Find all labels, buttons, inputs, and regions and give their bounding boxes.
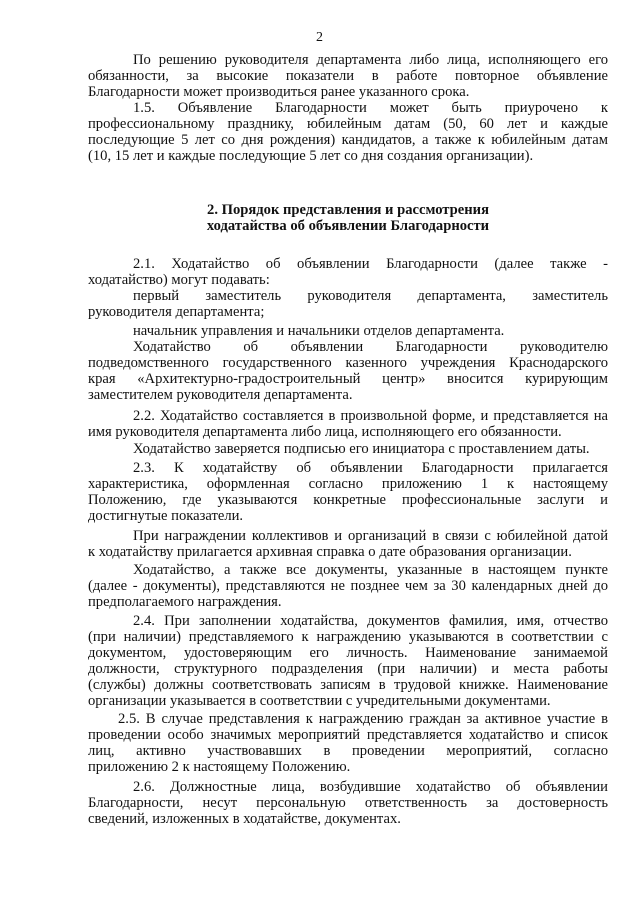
text-line: приложению 2 к настоящему Положению. — [88, 759, 351, 775]
text-line: Благодарности, несут персональную ответственность за достоверность — [88, 796, 608, 811]
page-number: 2 — [316, 30, 323, 45]
text-line: проведении особо значимых мероприятий представляется ходатайство и список — [88, 728, 608, 743]
text-line: ходатайство) могут подавать: — [88, 272, 270, 288]
text-line: 2.4. При заполнении ходатайства, документов фамилия, имя, отчество — [133, 614, 608, 629]
text-line: последующие 5 лет со дня рождения) кандидатов, а также к юбилейным датам — [88, 133, 608, 148]
text-line: 1.5. Объявление Благодарности может быть приурочено к — [133, 101, 608, 116]
text-line: руководителя департамента; — [88, 304, 265, 320]
text-line: 2.3. К ходатайству об объявлении Благодарности прилагается — [133, 461, 608, 476]
text-line: При награждении коллективов и организаций в связи с юбилейной датой — [133, 529, 608, 544]
text-line: Благодарности может производиться ранее указанного срока. — [88, 84, 470, 100]
text-line: заместителем руководителя департамента. — [88, 387, 353, 403]
text-line: края «Архитектурно-градостроительный центр» вносится курирующим — [88, 372, 608, 387]
section-heading-line: ходатайства об объявлении Благодарности — [206, 218, 490, 234]
text-line: должности, структурного подразделения (при наличии) и места работы — [88, 662, 608, 677]
text-line: к ходатайству прилагается архивная справка о дате образования организации. — [88, 544, 572, 560]
text-line: лиц, активно участвовавших в проведении мероприятий, согласно — [88, 744, 608, 759]
text-line: начальник управления и начальники отделов департамента. — [133, 323, 505, 339]
text-line: (при наличии) представляемого к награждению указываются в соответствии с — [88, 630, 608, 645]
section-heading-line: 2. Порядок представления и рассмотрения — [207, 202, 489, 218]
text-line: Ходатайство об объявлении Благодарности руководителю — [133, 340, 608, 355]
text-line: 2.1. Ходатайство об объявлении Благодарности (далее также - — [133, 257, 608, 272]
text-line: достигнутые показатели. — [88, 508, 244, 524]
text-line: первый заместитель руководителя департамента, заместитель — [133, 289, 608, 304]
text-line: организации указывается в соответствии с учредительными документами. — [88, 693, 551, 709]
text-line: Ходатайство, а также все документы, указанные в настоящем пункте — [133, 563, 608, 578]
text-line: характеристика, оформленная согласно приложению 1 к настоящему — [88, 477, 608, 492]
text-line: подведомственного государственного казенного учреждения Краснодарского — [88, 356, 608, 371]
text-line: (службы) должны соответствовать записям в трудовой книжке. Наименование — [88, 678, 608, 693]
text-line: имя руководителя департамента либо лица, исполняющего его обязанности. — [88, 424, 562, 440]
text-line: (10, 15 лет и каждые последующие 5 лет со дня создания организации). — [88, 148, 534, 164]
text-line: предполагаемого награждения. — [88, 594, 282, 610]
text-line: 2.5. В случае представления к награждению граждан за активное участие в — [118, 712, 608, 727]
text-line: 2.2. Ходатайство составляется в произвольной форме, и представляется на — [133, 409, 608, 424]
text-line: Ходатайство заверяется подписью его инициатора с проставлением даты. — [133, 441, 590, 457]
text-line: Положению, где указываются конкретные профессиональные заслуги и — [88, 493, 608, 508]
text-line: документом, удостоверяющим его личность. Наименование занимаемой — [88, 646, 608, 661]
text-line: сведений, изложенных в ходатайстве, документах. — [88, 811, 401, 827]
text-line: профессиональному празднику, юбилейным датам (50, 60 лет и каждые — [88, 117, 608, 132]
text-line: 2.6. Должностные лица, возбудившие ходатайство об объявлении — [133, 780, 608, 795]
text-line: обязанности, за высокие показатели в работе повторное объявление — [88, 69, 608, 84]
text-line: По решению руководителя департамента либо лица, исполняющего его — [133, 53, 608, 68]
text-line: (далее - документы), представляются не позднее чем за 30 календарных дней до — [88, 579, 608, 594]
